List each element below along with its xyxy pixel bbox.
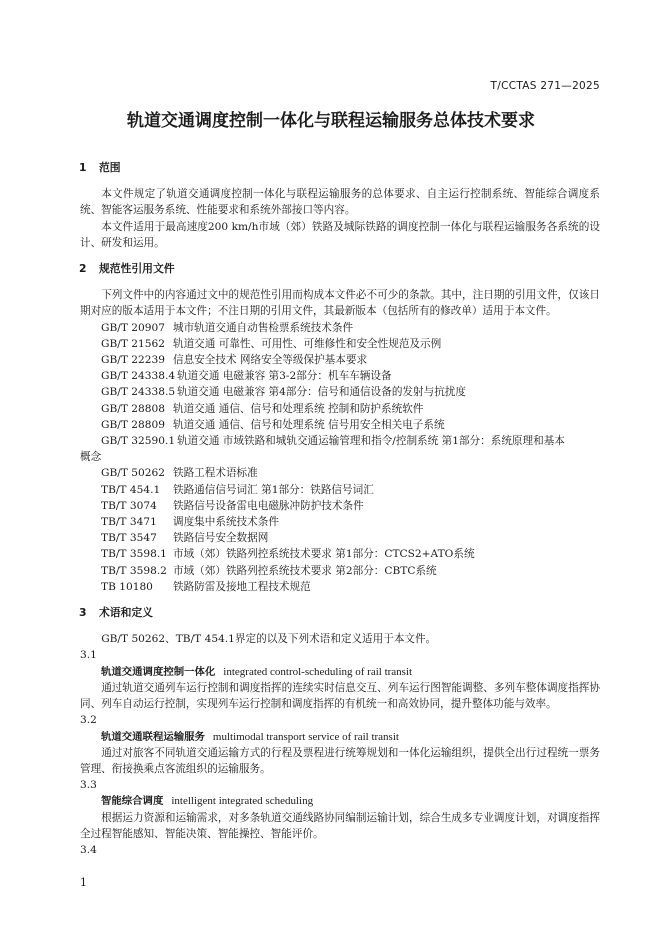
term-chinese: 智能综合调度 — [101, 795, 164, 808]
reference-title: 调度集中系统技术条件 — [173, 516, 279, 529]
reference-code: GB/T 28808 — [101, 402, 165, 415]
standard-code: T/CCTAS 271—2025 — [490, 80, 600, 92]
reference-code: GB/T 28809 — [101, 418, 165, 431]
reference-code: TB/T 454.1 — [101, 483, 161, 496]
reference-item — [80, 384, 600, 400]
reference-item — [80, 401, 600, 417]
section-title: 范围 — [99, 161, 121, 174]
reference-code: GB/T 32590.1 — [101, 435, 176, 448]
term-heading — [80, 664, 600, 680]
reference-code: TB 10180 — [101, 580, 153, 593]
term-number: 3.2 — [80, 714, 97, 727]
reference-title: 铁路防雷及接地工程技术规范 — [173, 580, 311, 593]
reference-code: TB/T 3471 — [101, 516, 157, 529]
reference-title: 城市轨道交通自动售检票系统技术条件 — [173, 321, 354, 334]
reference-item — [80, 433, 600, 449]
term-english: multimodal transport service of rail transit — [212, 730, 399, 743]
reference-title: 轨道交通 可靠性、可用性、可维修性和安全性规范及示例 — [173, 337, 442, 350]
reference-title: 轨道交通 通信、信号和处理系统 信号用安全相关电子系统 — [173, 418, 445, 431]
reference-code: TB/T 3598.2 — [101, 564, 167, 577]
reference-title: 铁路信号安全数据网 — [173, 532, 269, 545]
reference-item — [80, 352, 600, 368]
term-english: intelligent integrated scheduling — [171, 795, 314, 808]
term-number: 3.3 — [80, 779, 97, 792]
section-heading-terms-definitions — [79, 605, 600, 621]
reference-code: TB/T 3074 — [101, 499, 157, 512]
term-definition: 通过对旅客不同轨道交通运输方式的行程及票程进行统筹规划和一体化运输组织，提供全出行过程统一票务管理、衔接换乘点客流组织的运输服务。 — [80, 746, 600, 775]
reference-code: TB/T 3598.1 — [101, 548, 167, 561]
document-body — [80, 160, 600, 858]
document-title: 轨道交通调度控制一体化与联程运输服务总体技术要求 — [127, 111, 535, 131]
reference-item — [80, 482, 600, 498]
reference-title: 轨道交通 市域铁路和城轨交通运输管理和指令/控制系统 第1部分：系统原理和基本 — [177, 435, 565, 448]
terms-intro: GB/T 50262、TB/T 454.1界定的以及下列术语和定义适用于本文件。 — [101, 633, 437, 646]
page-number: 1 — [80, 876, 87, 889]
reference-title: 市域（郊）铁路列控系统技术要求 第1部分：CTCS2+ATO系统 — [173, 548, 475, 561]
term-chinese: 轨道交通调度控制一体化 — [101, 665, 216, 678]
reference-item — [80, 465, 600, 481]
reference-item — [80, 579, 600, 595]
reference-code: GB/T 24338.4 — [101, 370, 176, 383]
reference-title: 信息安全技术 网络安全等级保护基本要求 — [173, 354, 368, 367]
reference-list — [80, 320, 600, 595]
section-heading-normative-references — [79, 261, 600, 277]
reference-title: 铁路通信信号词汇 第1部分：铁路信号词汇 — [173, 483, 374, 496]
section-title: 术语和定义 — [99, 606, 153, 620]
reference-item — [80, 498, 600, 514]
section-number: 1 — [79, 161, 87, 174]
reference-title: 市域（郊）铁路列控系统技术要求 第2部分：CBTC系统 — [173, 564, 437, 577]
section-number: 3 — [79, 606, 87, 620]
term-heading — [80, 793, 600, 809]
reference-title: 轨道交通 通信、信号和处理系统 控制和防护系统软件 — [173, 402, 424, 415]
term-definition: 通过轨道交通列车运行控制和调度指挥的连续实时信息交互、列车运行图智能调整、多列车整体调度指挥协同、列车自动运行控制，实现列车运行控制和调度指挥的有机统一和高效协同，提升整体功能与效率。 — [80, 681, 600, 711]
reference-title-continuation: 概念 — [80, 451, 102, 464]
scope-paragraph: 本文件适用于最高速度200 km/h市域（郊）铁路及城际铁路的调度控制一体化与联程运输服务各系统的设计、研发和运用。 — [80, 220, 600, 249]
reference-code: TB/T 3547 — [101, 532, 157, 545]
section-heading-scope — [79, 160, 600, 176]
term-definition: 根据运力资源和运输需求，对多条轨道交通线路协同编制运输计划，综合生成多专业调度计划，对调度指挥全过程智能感知、智能决策、智能操控、智能评价。 — [80, 811, 600, 840]
reference-code: GB/T 24338.5 — [101, 386, 176, 399]
reference-code: GB/T 22239 — [101, 354, 165, 367]
reference-code: GB/T 20907 — [101, 321, 165, 334]
section-title: 规范性引用文件 — [99, 262, 175, 276]
reference-item — [80, 320, 600, 336]
reference-title: 铁路工程术语标准 — [173, 467, 258, 480]
reference-item — [80, 563, 600, 579]
term-number: 3.4 — [80, 843, 97, 856]
term-heading — [80, 729, 600, 745]
reference-item — [80, 368, 600, 384]
section-number: 2 — [79, 262, 87, 276]
references-intro: 下列文件中的内容通过文中的规范性引用而构成本文件必不可少的条款。其中，注日期的引用文件，仅该日期对应的版本适用于本文件；不注日期的引用文件，其最新版本（包括所有的修改单）适用于本文件。 — [80, 289, 600, 318]
reference-item — [80, 514, 600, 530]
reference-title: 轨道交通 电磁兼容 第3-2部分：机车车辆设备 — [177, 370, 392, 383]
scope-paragraph: 本文件规定了轨道交通调度控制一体化与联程运输服务的总体要求、自主运行控制系统、智能综合调度系统、智能客运服务系统、性能要求和系统外部接口等内容。 — [80, 188, 600, 217]
reference-code: GB/T 21562 — [101, 337, 165, 350]
term-number: 3.1 — [80, 649, 97, 662]
reference-item — [80, 530, 600, 546]
reference-item — [80, 546, 600, 562]
reference-title: 轨道交通 电磁兼容 第4部分：信号和通信设备的发射与抗扰度 — [177, 386, 466, 399]
reference-title: 铁路信号设备雷电电磁脉冲防护技术条件 — [173, 499, 364, 512]
reference-item — [80, 336, 600, 352]
term-english: integrated control-scheduling of rail transit — [223, 665, 413, 678]
reference-item — [80, 417, 600, 433]
reference-code: GB/T 50262 — [101, 467, 165, 480]
term-chinese: 轨道交通联程运输服务 — [101, 730, 205, 743]
